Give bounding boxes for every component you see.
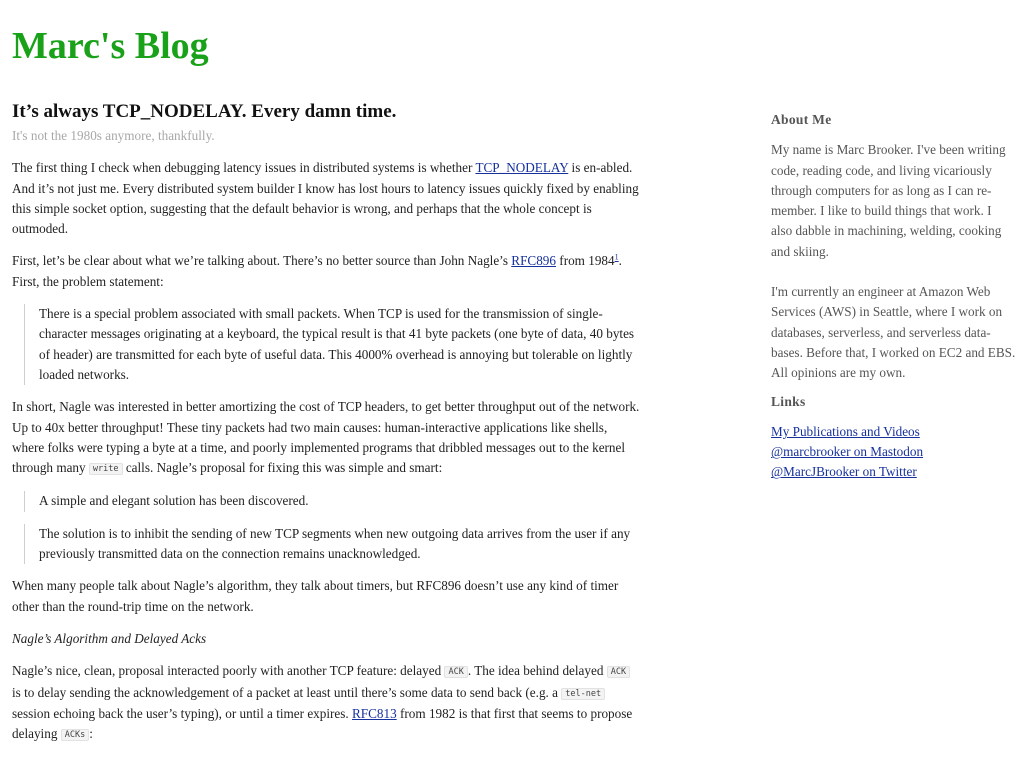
footnote-1-link[interactable]: 1 xyxy=(614,253,619,263)
about-disclaimer: All opinions are my own. xyxy=(771,365,906,381)
twitter-link[interactable]: @MarcJBrooker on Twitter xyxy=(771,464,917,480)
blockquote-solution-found: A simple and elegant solution has been discovered. xyxy=(24,491,642,511)
mastodon-link[interactable]: @marcbrooker on Mastodon xyxy=(771,444,924,460)
list-item xyxy=(771,462,1016,482)
rfc896-link[interactable]: RFC896 xyxy=(511,253,556,269)
list-item xyxy=(771,422,1016,442)
code-ack: ACK xyxy=(607,666,630,678)
about-heading: About Me xyxy=(771,112,832,127)
paragraph-timers: When many people talk about Nagle’s algorithm, they talk about timers, but RFC896 doesn’t use any kind of timer other than the round-trip time on the network. xyxy=(12,578,619,614)
links-heading: Links xyxy=(771,393,806,409)
paragraph-rfc896: First, let’s be clear about what we’re talking about. There’s no better source than John Nagle’s RFC896 from 1984$^1$. First, the problem statement: xyxy=(12,253,622,289)
paragraph-nagle-summary: In short, Nagle was interested in better amortizing the cost of TCP headers, to get better throughput out of the network. Up to 40x better throughput! These tiny packets had two main causes: human-interactive applications like shells, where folks were typing a byte at a time, and poorly implemented programs that dribbled messages out to the kernel through many write calls. Nagle’s proposal for fixing this was simple and smart: xyxy=(12,399,640,476)
tcp-nodelay-link[interactable]: TCP_NODELAY xyxy=(475,160,569,176)
publications-link[interactable]: My Publications and Videos xyxy=(771,423,920,439)
code-telnet: tel-net xyxy=(561,688,605,700)
paragraph-delayed-ack: Nagle’s nice, clean, proposal interacted poorly with another TCP feature: delayed ACK . The idea behind delayed ACK is to delay sending the acknowledgement of a packet at least until there’s some data to send back (e.g. a tel-net session echoing back the user’s typing), or until a timer expires. RFC813 from 1982 is that first that seems to propose delaying ACKs : xyxy=(12,663,633,742)
code-ack: ACK xyxy=(444,666,467,678)
list-item xyxy=(771,442,1016,462)
about-work-text: I'm currently an engineer at Amazon Web Services (AWS) in Seattle, where I work on databases, serverless, and serverless data-bases. Before that, I worked on EC2 and EBS. xyxy=(771,284,1016,360)
blockquote-problem: There is a special problem associated with small packets. When TCP is used for the transmission of single-character messages originating at a keyboard, the typical result is that 41 byte packets (one byte of data, 40 bytes of header) are transmitted for each byte of useful data. This 4000% overhead is annoying but tolerable on lightly loaded networks. xyxy=(24,304,642,385)
about-text: My name is Marc Brooker. I've been writing code, reading code, and living vicariously through computers for as long as I can re-member. I like to build things that work. I also dabble in machining, welding, cooking and skiing. xyxy=(771,142,1006,259)
links-list xyxy=(771,422,1016,483)
paragraph-intro: The first thing I check when debugging latency issues in distributed systems is whether TCP_NODELAY is en-abled. And it’s not just me. Every distributed system builder I know has lost hours to latency issues quickly fixed by enabling this simple socket option, suggesting that the default behavior is wrong, and perhaps that the whole concept is outmoded. xyxy=(12,160,639,237)
site-title[interactable]: Marc's Blog xyxy=(12,25,209,67)
sidebar xyxy=(771,110,1016,483)
code-write: write xyxy=(89,463,123,475)
post-subtitle: It's not the 1980s anymore, thankfully. xyxy=(12,128,215,143)
code-acks: ACKs xyxy=(61,729,89,741)
section-heading: Nagle’s Algorithm and Delayed Acks xyxy=(12,630,207,646)
blockquote-solution: The solution is to inhibit the sending of new TCP segments when new outgoing data arrives from the user if any previously transmitted data on the connection remains unacknowledged. xyxy=(24,524,642,565)
rfc813-link[interactable]: RFC813 xyxy=(352,705,397,721)
post-article xyxy=(12,98,642,757)
post-title: It’s always TCP_NODELAY. Every damn time. xyxy=(12,101,397,122)
